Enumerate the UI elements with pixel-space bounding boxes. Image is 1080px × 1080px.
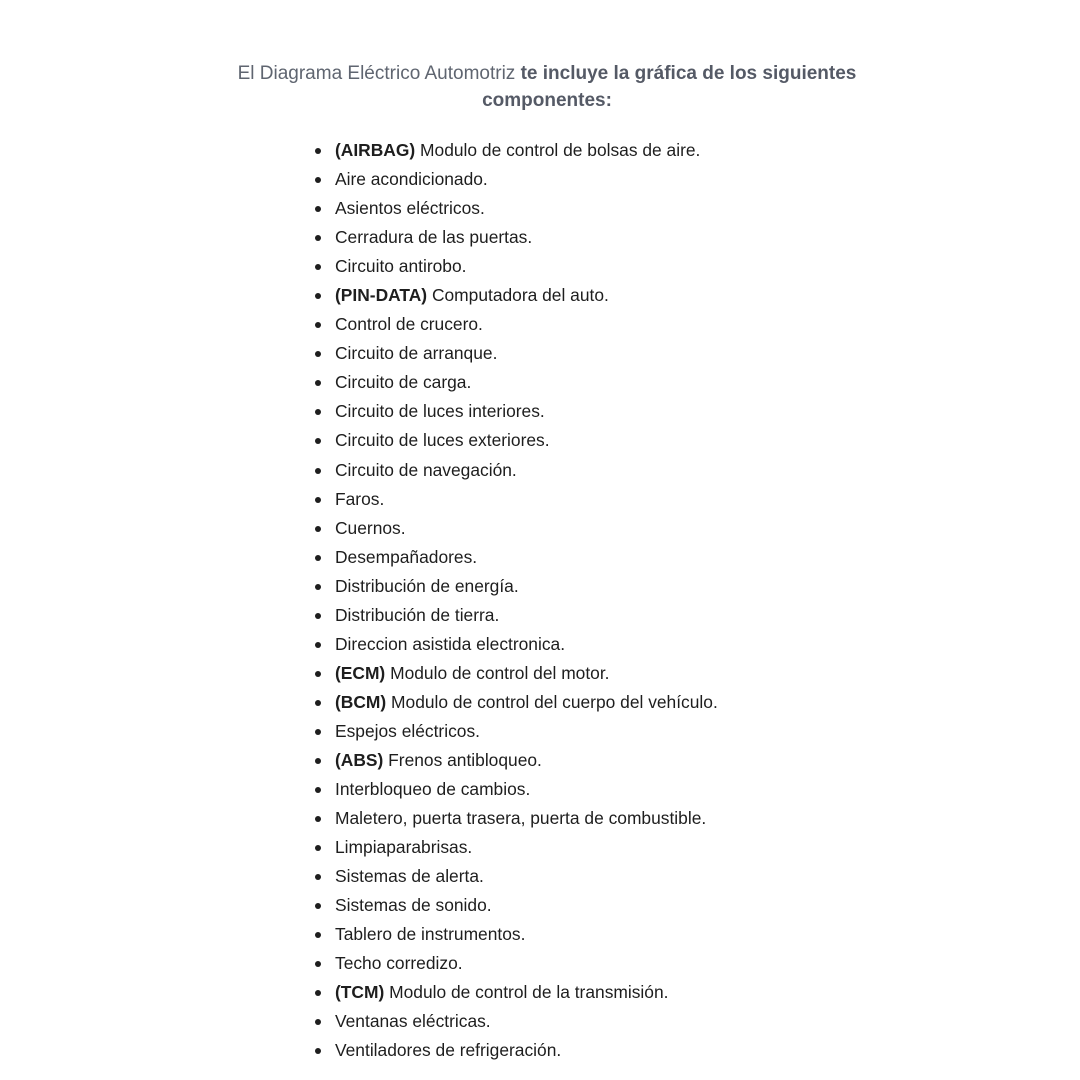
component-name: Sistemas de sonido. bbox=[335, 895, 492, 916]
bullet-icon bbox=[315, 729, 321, 735]
component-name: Maletero, puerta trasera, puerta de combustible. bbox=[335, 808, 707, 829]
bullet-icon bbox=[315, 584, 321, 590]
bullet-icon bbox=[315, 177, 321, 183]
list-item bbox=[315, 514, 718, 543]
component-name: Limpiaparabrisas. bbox=[335, 837, 473, 858]
bullet-icon bbox=[315, 787, 321, 793]
component-name: Direccion asistida electronica. bbox=[335, 633, 566, 654]
heading bbox=[190, 60, 904, 114]
component-name: Techo corredizo. bbox=[335, 953, 463, 974]
component-code: (ECM) bbox=[335, 662, 386, 683]
list-item bbox=[315, 978, 718, 1007]
component-code: (BCM) bbox=[335, 691, 387, 712]
list-item bbox=[315, 572, 718, 601]
list-item bbox=[315, 688, 718, 717]
list-item bbox=[315, 252, 718, 281]
bullet-icon bbox=[315, 700, 321, 706]
components-list bbox=[315, 136, 718, 1066]
list-item bbox=[315, 746, 718, 775]
list-item bbox=[315, 456, 718, 485]
list-item bbox=[315, 891, 718, 920]
bullet-icon bbox=[315, 903, 321, 909]
component-name: Circuito de arranque. bbox=[335, 343, 498, 364]
component-code: (TCM) bbox=[335, 982, 385, 1003]
list-item bbox=[315, 804, 718, 833]
component-name: Interbloqueo de cambios. bbox=[335, 779, 531, 800]
component-name: Sistemas de alerta. bbox=[335, 866, 484, 887]
list-item bbox=[315, 310, 718, 339]
component-code: (ABS) bbox=[335, 749, 384, 770]
bullet-icon bbox=[315, 293, 321, 299]
bullet-icon bbox=[315, 468, 321, 474]
component-name: Desempañadores. bbox=[335, 546, 478, 567]
heading-intro: El Diagrama Eléctrico Automotriz bbox=[237, 63, 521, 84]
list-item bbox=[315, 485, 718, 514]
bullet-icon bbox=[315, 642, 321, 648]
list-item bbox=[315, 223, 718, 252]
list-item bbox=[315, 833, 718, 862]
list-item bbox=[315, 920, 718, 949]
list-item bbox=[315, 949, 718, 978]
component-name: Cerradura de las puertas. bbox=[335, 227, 533, 248]
list-item bbox=[315, 543, 718, 572]
component-name: Modulo de control del cuerpo del vehículo. bbox=[391, 691, 718, 712]
bullet-icon bbox=[315, 816, 321, 822]
bullet-icon bbox=[315, 322, 321, 328]
component-name: Circuito de navegación. bbox=[335, 459, 517, 480]
component-name: Espejos eléctricos. bbox=[335, 720, 480, 741]
list-item bbox=[315, 339, 718, 368]
bullet-icon bbox=[315, 961, 321, 967]
list-item bbox=[315, 1036, 718, 1065]
list-item bbox=[315, 1007, 718, 1036]
list-item bbox=[315, 397, 718, 426]
bullet-icon bbox=[315, 497, 321, 503]
component-name: Circuito de luces exteriores. bbox=[335, 430, 550, 451]
component-name: Frenos antibloqueo. bbox=[388, 749, 542, 770]
bullet-icon bbox=[315, 351, 321, 357]
list-item bbox=[315, 136, 718, 165]
bullet-icon bbox=[315, 1019, 321, 1025]
bullet-icon bbox=[315, 264, 321, 270]
component-name: Cuernos. bbox=[335, 517, 406, 538]
component-name: Circuito de luces interiores. bbox=[335, 401, 545, 422]
component-name: Modulo de control del motor. bbox=[390, 662, 610, 683]
component-name: Modulo de control de la transmisión. bbox=[389, 982, 669, 1003]
component-name: Tablero de instrumentos. bbox=[335, 924, 526, 945]
component-name: Faros. bbox=[335, 488, 385, 509]
component-name: Distribución de energía. bbox=[335, 575, 519, 596]
component-code: (PIN-DATA) bbox=[335, 285, 428, 306]
list-item bbox=[315, 426, 718, 455]
component-name: Ventanas eléctricas. bbox=[335, 1011, 491, 1032]
list-item bbox=[315, 368, 718, 397]
bullet-icon bbox=[315, 380, 321, 386]
list-item bbox=[315, 717, 718, 746]
list-item bbox=[315, 165, 718, 194]
bullet-icon bbox=[315, 613, 321, 619]
list-item bbox=[315, 630, 718, 659]
heading-emphasis: te incluye la gráfica de los siguientes componentes: bbox=[482, 63, 857, 111]
list-item bbox=[315, 659, 718, 688]
bullet-icon bbox=[315, 671, 321, 677]
list-item bbox=[315, 601, 718, 630]
bullet-icon bbox=[315, 932, 321, 938]
list-item bbox=[315, 775, 718, 804]
component-name: Modulo de control de bolsas de aire. bbox=[420, 140, 701, 160]
component-name: Distribución de tierra. bbox=[335, 604, 500, 625]
list-item bbox=[315, 862, 718, 891]
component-name: Asientos eléctricos. bbox=[335, 198, 485, 219]
list-item bbox=[315, 281, 718, 310]
component-code: (AIRBAG) bbox=[335, 140, 416, 160]
bullet-icon bbox=[315, 409, 321, 415]
bullet-icon bbox=[315, 874, 321, 880]
bullet-icon bbox=[315, 990, 321, 996]
component-name: Control de crucero. bbox=[335, 314, 483, 335]
component-name: Ventiladores de refrigeración. bbox=[335, 1040, 562, 1061]
bullet-icon bbox=[315, 845, 321, 851]
bullet-icon bbox=[315, 555, 321, 561]
component-name: Circuito antirobo. bbox=[335, 256, 467, 277]
component-name: Computadora del auto. bbox=[431, 285, 609, 306]
bullet-icon bbox=[315, 235, 321, 241]
component-name: Circuito de carga. bbox=[335, 372, 472, 393]
bullet-icon bbox=[315, 438, 321, 444]
bullet-icon bbox=[315, 206, 321, 212]
bullet-icon bbox=[315, 148, 321, 154]
bullet-icon bbox=[315, 1048, 321, 1054]
component-name: Aire acondicionado. bbox=[335, 169, 488, 190]
bullet-icon bbox=[315, 758, 321, 764]
list-item bbox=[315, 194, 718, 223]
bullet-icon bbox=[315, 526, 321, 532]
